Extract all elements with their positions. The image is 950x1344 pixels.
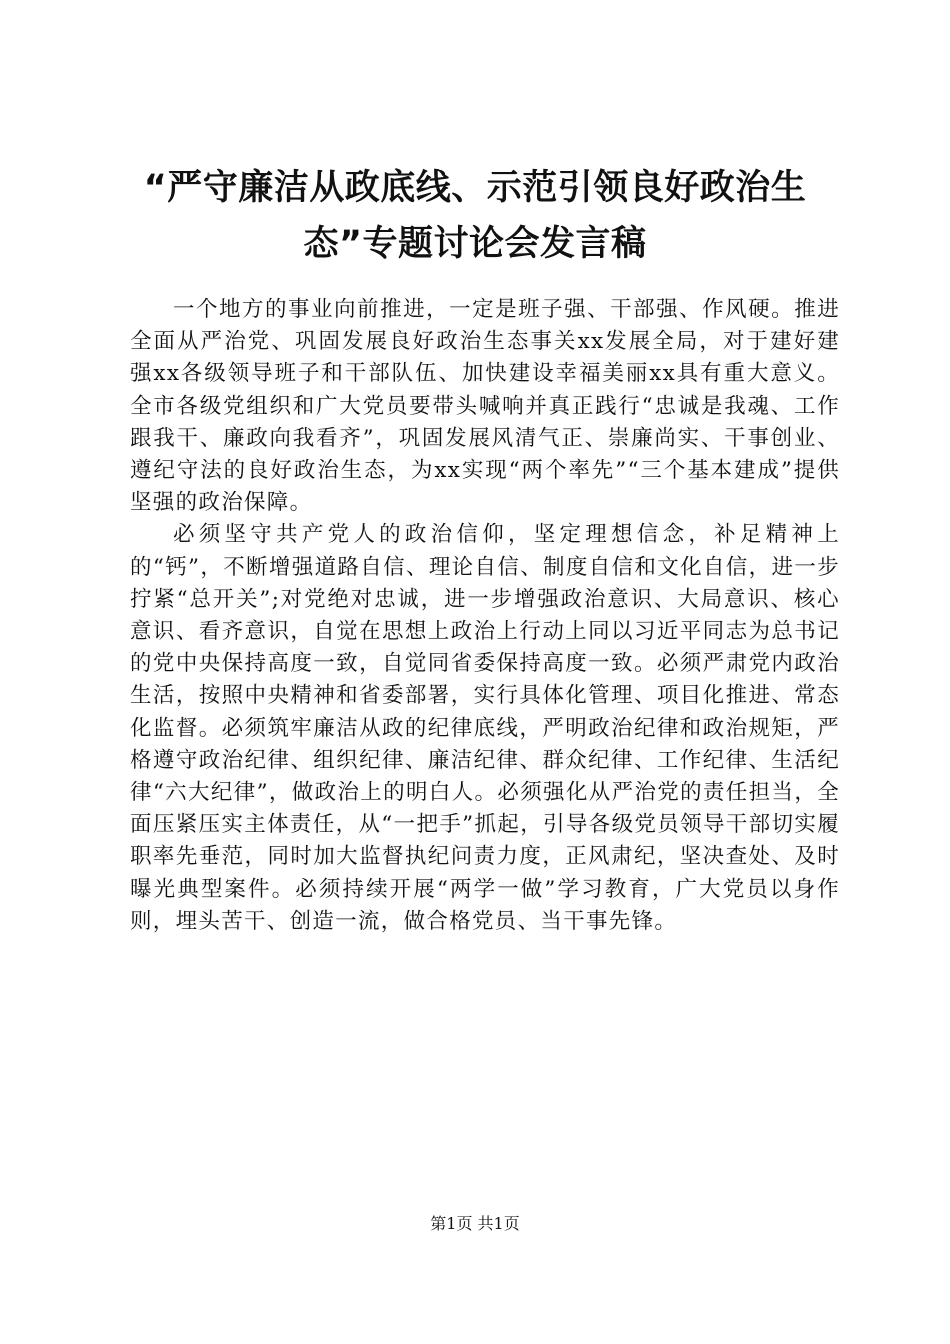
page-footer: 第1页 共1页 [430, 1214, 520, 1233]
document-body [130, 294, 840, 938]
paragraph-1: 一个地方的事业向前推进，一定是班子强、干部强、作风硬。推进全面从严治党、巩固发展良好政治生态事关xx发展全局，对于建好建强xx各级领导班子和干部队伍、加快建设幸福美丽xx具有重大意义。全市各级党组织和广大党员要带头喊响并真正践行“忠诚是我魂、工作跟我干、廉政向我看齐”，巩固发展风清气正、崇廉尚实、干事创业、遵纪守法的良好政治生态，为xx实现“两个率先”“三个基本建成”提供坚强的政治保障。 [130, 297, 840, 516]
title-line-2: 态”专题讨论会发言稿 [303, 224, 647, 264]
document-title [120, 160, 830, 272]
title-line-1: “严守廉洁从政底线、示范引领良好政治生 [143, 168, 807, 208]
paragraph-2: 必须坚守共产党人的政治信仰，坚定理想信念，补足精神上的“钙”，不断增强道路自信、理论自信、制度自信和文化自信，进一步拧紧“总开关”;对党绝对忠诚，进一步增强政治意识、大局意识、核心意识、看齐意识，自觉在思想上政治上行动上同以习近平同志为总书记的党中央保持高度一致，自觉同省委保持高度一致。必须严肃党内政治生活，按照中央精神和省委部署，实行具体化管理、项目化推进、常态化监督。必须筑牢廉洁从政的纪律底线，严明政治纪律和政治规矩，严格遵守政治纪律、组织纪律、廉洁纪律、群众纪律、工作纪律、生活纪律“六大纪律”，做政治上的明白人。必须强化从严治党的责任担当，全面压紧压实主体责任，从“一把手”抓起，引导各级党员领导干部切实履职率先垂范，同时加大监督执纪问责力度，正风肃纪，坚决查处、及时曝光典型案件。必须持续开展“两学一做”学习教育，广大党员以身作则，埋头苦干、创造一流，做合格党员、当干事先锋。 [130, 522, 840, 934]
